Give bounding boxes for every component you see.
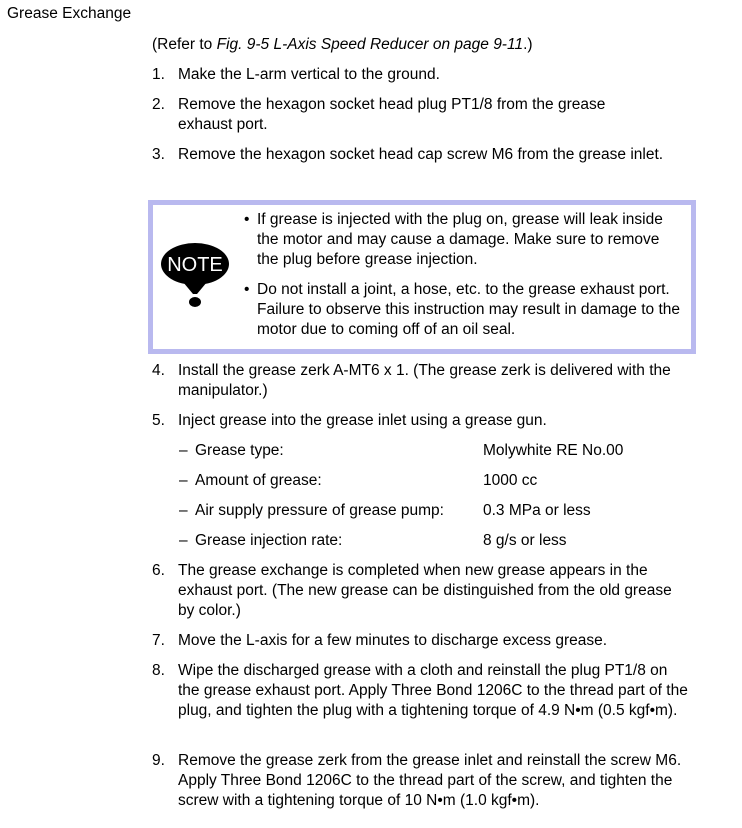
step-number: 7. bbox=[152, 632, 165, 649]
note-bullet-2 bbox=[244, 280, 684, 340]
spec-value: 0.3 MPa or less bbox=[483, 502, 591, 519]
step-text: Remove the hexagon socket head plug PT1/8 from the grease exhaust port. bbox=[178, 96, 606, 133]
step-6 bbox=[152, 561, 692, 621]
bullet-dot: • bbox=[244, 211, 250, 228]
spec-label: Air supply pressure of grease pump: bbox=[195, 502, 444, 519]
figure-reference bbox=[152, 35, 533, 55]
step-text: The grease exchange is completed when new grease appears in the exhaust port. (The new grease can be distinguished from the old grease by color.) bbox=[178, 562, 672, 619]
spec-label: Grease injection rate: bbox=[195, 532, 343, 549]
step-number: 1. bbox=[152, 66, 165, 83]
spec-row-air-pressure bbox=[179, 501, 699, 521]
note-bullet-text: Do not install a joint, a hose, etc. to the grease exhaust port. Failure to observe this instruction may result in damage to the motor due to coming off of an oil seal. bbox=[257, 281, 681, 338]
note-icon bbox=[159, 240, 231, 310]
step-number: 8. bbox=[152, 662, 165, 679]
spec-row-grease-type bbox=[179, 441, 699, 461]
step-text: Inject grease into the grease inlet using a grease gun. bbox=[178, 412, 547, 429]
step-number: 2. bbox=[152, 96, 165, 113]
step-7 bbox=[152, 631, 712, 651]
step-number: 6. bbox=[152, 562, 165, 579]
step-number: 3. bbox=[152, 146, 165, 163]
spec-dash: – bbox=[179, 472, 188, 489]
step-9 bbox=[152, 751, 698, 811]
note-bullet-text: If grease is injected with the plug on, grease will leak inside the motor and may cause a damage. Make sure to remove the plug before grease injection. bbox=[257, 211, 663, 268]
spec-label: Amount of grease: bbox=[195, 472, 322, 489]
spec-value: Molywhite RE No.00 bbox=[483, 442, 624, 459]
step-text: Install the grease zerk A-MT6 x 1. (The grease zerk is delivered with the manipulator.) bbox=[178, 362, 671, 399]
spec-value: 8 g/s or less bbox=[483, 532, 567, 549]
step-number: 4. bbox=[152, 362, 165, 379]
step-text: Move the L-axis for a few minutes to discharge excess grease. bbox=[178, 632, 608, 649]
bullet-dot: • bbox=[244, 281, 250, 298]
step-1 bbox=[152, 65, 712, 85]
step-text: Make the L-arm vertical to the ground. bbox=[178, 66, 440, 83]
reference-figure-link: Fig. 9-5 L-Axis Speed Reducer on page 9-11 bbox=[216, 36, 524, 53]
spec-dash: – bbox=[179, 442, 188, 459]
step-2 bbox=[152, 95, 652, 135]
step-4 bbox=[152, 361, 702, 401]
step-text: Wipe the discharged grease with a cloth and reinstall the plug PT1/8 on the grease exhaust port. Apply Three Bond 1206C to the thread part of the plug, and tighten the plug with a tightening torque of 4.9 N•m (0.5 kgf•m). bbox=[178, 662, 688, 719]
reference-prefix: (Refer to bbox=[152, 36, 217, 53]
note-icon-label: NOTE bbox=[167, 254, 223, 276]
spec-label: Grease type: bbox=[195, 442, 284, 459]
spec-dash: – bbox=[179, 532, 188, 549]
spec-dash: – bbox=[179, 502, 188, 519]
spec-row-injection-rate bbox=[179, 531, 699, 551]
step-text: Remove the grease zerk from the grease inlet and reinstall the screw M6. Apply Three Bond 1206C to the thread part of the screw, and tighten the screw with a tightening torque of 10 N•m (1.0 kgf•m). bbox=[178, 752, 682, 809]
step-5 bbox=[152, 411, 712, 431]
step-text: Remove the hexagon socket head cap screw M6 from the grease inlet. bbox=[178, 146, 664, 163]
step-number: 5. bbox=[152, 412, 165, 429]
reference-suffix: .) bbox=[523, 36, 533, 53]
spec-row-amount bbox=[179, 471, 699, 491]
note-bullet-1 bbox=[244, 210, 684, 270]
step-number: 9. bbox=[152, 752, 165, 769]
note-box bbox=[148, 200, 696, 354]
step-3 bbox=[152, 145, 722, 165]
step-8 bbox=[152, 661, 688, 721]
section-heading: Grease Exchange bbox=[7, 5, 132, 22]
spec-value: 1000 cc bbox=[483, 472, 538, 489]
